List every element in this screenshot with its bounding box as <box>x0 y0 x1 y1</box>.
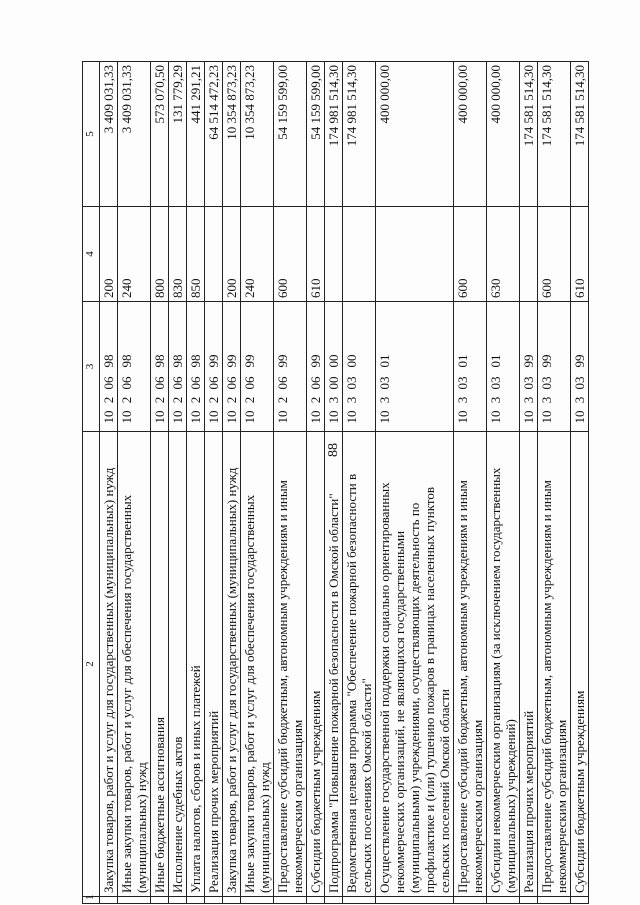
row-sum: 131 779,29 <box>169 62 187 207</box>
table-row <box>274 62 307 904</box>
row-expense-type: 240 <box>118 207 151 302</box>
code-part-1: 10 <box>455 410 470 424</box>
code-part-2: 2 <box>119 396 134 404</box>
row-name: Иные бюджетные ассигнования <box>151 432 169 897</box>
table-row <box>205 62 223 904</box>
code-part-2: 2 <box>275 396 290 404</box>
table-row <box>538 62 571 904</box>
code-part-4: 99 <box>275 354 290 368</box>
code-part-2: 2 <box>224 396 239 404</box>
table-row <box>487 62 520 904</box>
row-expense-type <box>376 207 454 302</box>
code-part-4: 99 <box>242 354 257 368</box>
header-col-2: 2 <box>83 432 100 897</box>
table-row <box>187 62 205 904</box>
row-code <box>538 302 571 432</box>
row-name: Предоставление субсидий бюджетным, автономным учреждениям и иным некоммерческим организациям <box>538 432 571 897</box>
code-part-3: 03 <box>521 376 536 390</box>
row-expense-type: 850 <box>187 207 205 302</box>
row-col-1-empty <box>454 897 487 904</box>
row-name: Субсидии бюджетным учреждениям <box>307 432 325 897</box>
code-part-3: 06 <box>101 376 116 390</box>
row-sum: 3 409 031,33 <box>118 62 151 207</box>
table-row <box>520 62 538 904</box>
table-row <box>571 62 589 904</box>
row-sum: 441 291,21 <box>187 62 205 207</box>
code-part-2: 2 <box>308 396 323 404</box>
row-expense-type: 610 <box>307 207 325 302</box>
row-name: Реализация прочих мероприятий <box>520 432 538 897</box>
table-row <box>223 62 241 904</box>
row-col-1-empty <box>187 897 205 904</box>
row-sum: 3 409 031,33 <box>100 62 118 207</box>
row-col-1-empty <box>241 897 274 904</box>
row-code <box>241 302 274 432</box>
code-part-1: 10 <box>242 410 257 424</box>
code-part-1: 10 <box>572 410 587 424</box>
page-number: 88 <box>326 443 341 457</box>
row-code <box>100 302 118 432</box>
row-code <box>151 302 169 432</box>
row-sum: 400 000,00 <box>454 62 487 207</box>
row-code <box>274 302 307 432</box>
row-name: Ведомственная целевая программа "Обеспечение пожарной безопасности в сельских поселениях Омской области" <box>343 432 376 897</box>
row-name: Иные закупки товаров, работ и услуг для обеспечения государственных (муниципальных) нужд <box>118 432 151 897</box>
code-part-3: 06 <box>224 376 239 390</box>
row-sum: 400 000,00 <box>376 62 454 207</box>
code-part-4: 99 <box>308 354 323 368</box>
row-name: Закупка товаров, работ и услуг для государственных (муниципальных) нужд <box>223 432 241 897</box>
code-part-3: 06 <box>275 376 290 390</box>
rotated-table-container <box>82 62 587 904</box>
code-part-1: 10 <box>170 410 185 424</box>
row-code <box>307 302 325 432</box>
row-col-1-empty <box>343 897 376 904</box>
row-col-1-empty <box>100 897 118 904</box>
code-part-3: 06 <box>152 376 167 390</box>
table-row <box>118 62 151 904</box>
row-sum: 54 159 599,00 <box>307 62 325 207</box>
row-code <box>169 302 187 432</box>
row-code <box>376 302 454 432</box>
row-col-1-empty <box>169 897 187 904</box>
row-col-1-empty <box>325 897 343 904</box>
code-part-2: 3 <box>344 396 359 404</box>
code-part-2: 2 <box>101 396 116 404</box>
row-col-1-empty <box>274 897 307 904</box>
code-part-1: 10 <box>206 410 221 424</box>
row-col-1-empty <box>487 897 520 904</box>
code-part-3: 06 <box>170 376 185 390</box>
code-part-1: 10 <box>344 410 359 424</box>
code-part-1: 10 <box>488 410 503 424</box>
code-part-4: 98 <box>101 354 116 368</box>
code-part-2: 3 <box>455 396 470 404</box>
code-part-1: 10 <box>326 410 341 424</box>
row-name: Исполнение судебных актов <box>169 432 187 897</box>
row-name: Предоставление субсидий бюджетным, автономным учреждениям и иным некоммерческим организациям <box>274 432 307 897</box>
row-expense-type <box>343 207 376 302</box>
code-part-4: 98 <box>119 354 134 368</box>
row-code <box>454 302 487 432</box>
row-col-1-empty <box>571 897 589 904</box>
code-part-3: 03 <box>539 376 554 390</box>
code-part-1: 10 <box>152 410 167 424</box>
row-expense-type: 610 <box>571 207 589 302</box>
row-name: Уплата налогов, сборов и иных платежей <box>187 432 205 897</box>
row-sum: 174 581 514,30 <box>538 62 571 207</box>
header-col-1: 1 <box>83 897 100 904</box>
code-part-2: 2 <box>188 396 203 404</box>
row-name: Закупка товаров, работ и услуг для государственных (муниципальных) нужд <box>100 432 118 897</box>
table-row <box>241 62 274 904</box>
row-col-1-empty <box>118 897 151 904</box>
row-expense-type <box>520 207 538 302</box>
code-part-4: 01 <box>377 354 392 368</box>
code-part-2: 3 <box>572 396 587 404</box>
row-code <box>187 302 205 432</box>
budget-table <box>82 61 589 904</box>
code-part-1: 10 <box>101 410 116 424</box>
code-part-4: 99 <box>539 354 554 368</box>
row-sum: 573 070,50 <box>151 62 169 207</box>
row-sum: 400 000,00 <box>487 62 520 207</box>
row-sum: 10 354 873,23 <box>241 62 274 207</box>
row-code <box>325 302 343 432</box>
code-part-4: 99 <box>572 354 587 368</box>
code-part-3: 06 <box>308 376 323 390</box>
code-part-3: 03 <box>572 376 587 390</box>
row-name: Предоставление субсидий бюджетным, автономным учреждениям и иным некоммерческим организациям <box>454 432 487 897</box>
table-body <box>100 62 589 904</box>
row-expense-type: 600 <box>274 207 307 302</box>
code-part-1: 10 <box>224 410 239 424</box>
row-sum: 174 981 514,30 <box>343 62 376 207</box>
code-part-3: 06 <box>206 376 221 390</box>
header-number-row <box>83 62 100 904</box>
code-part-4: 01 <box>488 354 503 368</box>
row-expense-type: 200 <box>223 207 241 302</box>
row-name: Субсидии бюджетным учреждениям <box>571 432 589 897</box>
code-part-4: 99 <box>224 354 239 368</box>
row-col-1-empty <box>376 897 454 904</box>
row-code <box>571 302 589 432</box>
table-row <box>169 62 187 904</box>
code-part-3: 00 <box>326 376 341 390</box>
row-sum: 54 159 599,00 <box>274 62 307 207</box>
header-col-4: 4 <box>83 207 100 302</box>
row-sum: 64 514 472,23 <box>205 62 223 207</box>
row-expense-type: 240 <box>241 207 274 302</box>
code-part-3: 03 <box>344 376 359 390</box>
code-part-1: 10 <box>539 410 554 424</box>
table-row <box>100 62 118 904</box>
table-row <box>307 62 325 904</box>
row-col-1-empty <box>538 897 571 904</box>
code-part-4: 98 <box>170 354 185 368</box>
code-part-1: 10 <box>377 410 392 424</box>
row-expense-type: 200 <box>100 207 118 302</box>
row-sum: 174 581 514,30 <box>571 62 589 207</box>
row-expense-type: 600 <box>454 207 487 302</box>
row-expense-type <box>325 207 343 302</box>
table-row <box>343 62 376 904</box>
code-part-4: 01 <box>455 354 470 368</box>
code-part-3: 06 <box>188 376 203 390</box>
row-col-1-empty <box>151 897 169 904</box>
code-part-4: 99 <box>521 354 536 368</box>
row-sum: 174 581 514,30 <box>520 62 538 207</box>
row-sum: 174 981 514,30 <box>325 62 343 207</box>
code-part-3: 03 <box>455 376 470 390</box>
row-name: Реализация прочих мероприятий <box>205 432 223 897</box>
row-code <box>205 302 223 432</box>
code-part-4: 00 <box>326 354 341 368</box>
row-col-1-empty <box>520 897 538 904</box>
code-part-1: 10 <box>521 410 536 424</box>
code-part-1: 10 <box>188 410 203 424</box>
code-part-2: 3 <box>377 396 392 404</box>
code-part-4: 99 <box>206 354 221 368</box>
row-sum: 10 354 873,23 <box>223 62 241 207</box>
code-part-2: 3 <box>539 396 554 404</box>
table-row <box>325 62 343 904</box>
table-row <box>151 62 169 904</box>
code-part-2: 2 <box>170 396 185 404</box>
code-part-1: 10 <box>308 410 323 424</box>
table-row <box>454 62 487 904</box>
row-expense-type: 630 <box>487 207 520 302</box>
row-code <box>520 302 538 432</box>
code-part-2: 2 <box>242 396 257 404</box>
table-row <box>376 62 454 904</box>
row-code <box>487 302 520 432</box>
row-col-1-empty <box>223 897 241 904</box>
code-part-1: 10 <box>119 410 134 424</box>
code-part-3: 06 <box>242 376 257 390</box>
header-col-3: 3 <box>83 302 100 432</box>
code-part-3: 06 <box>119 376 134 390</box>
row-expense-type <box>205 207 223 302</box>
row-col-1-empty <box>205 897 223 904</box>
code-part-3: 03 <box>488 376 503 390</box>
code-part-3: 03 <box>377 376 392 390</box>
row-col-1-empty <box>307 897 325 904</box>
row-expense-type: 600 <box>538 207 571 302</box>
code-part-2: 3 <box>521 396 536 404</box>
code-part-1: 10 <box>275 410 290 424</box>
row-name: Осуществление государственной поддержки социально ориентированных некоммерческих организаций, не являющихся государственными (муниципальными) учреждениями, осуществляющих деятельность по профилактике и (или) тушению пожаров в границах населенных пунктов сельских поселений Омской области <box>376 432 454 897</box>
code-part-4: 00 <box>344 354 359 368</box>
code-part-4: 98 <box>188 354 203 368</box>
code-part-2: 3 <box>326 396 341 404</box>
code-part-2: 3 <box>488 396 503 404</box>
row-code <box>118 302 151 432</box>
row-name: Иные закупки товаров, работ и услуг для обеспечения государственных (муниципальных) нужд <box>241 432 274 897</box>
row-code <box>343 302 376 432</box>
row-expense-type: 830 <box>169 207 187 302</box>
code-part-4: 98 <box>152 354 167 368</box>
row-name: Субсидии некоммерческим организациям (за исключением государственных (муниципальных) учреждений) <box>487 432 520 897</box>
row-code <box>223 302 241 432</box>
code-part-2: 2 <box>152 396 167 404</box>
header-col-5: 5 <box>83 62 100 207</box>
row-expense-type: 800 <box>151 207 169 302</box>
row-name: Подпрограмма "Повышение пожарной безопасности в Омской области" <box>325 432 343 897</box>
code-part-2: 2 <box>206 396 221 404</box>
